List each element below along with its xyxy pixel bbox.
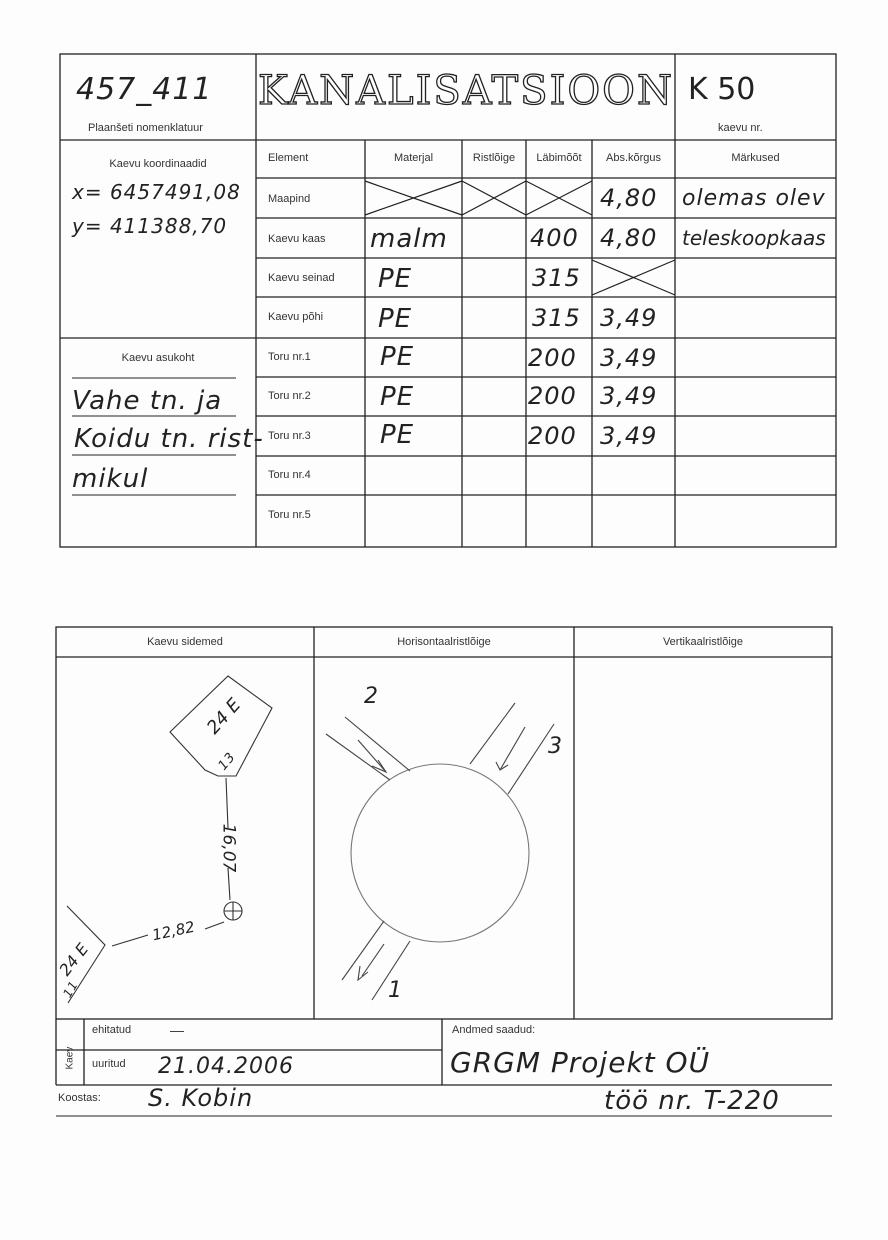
surveyed-label: uuritud [92,1058,126,1070]
row-note: olemas olev [682,186,826,211]
header-remarks: Märkused [731,152,780,164]
location-line-2: Koidu tn. rist- [74,424,264,454]
row-height: 3,49 [600,382,658,410]
row-material: PE [380,342,415,372]
section-ties-label: Kaevu sidemed [147,636,223,648]
row-material: PE [380,382,415,412]
row-height: 3,49 [600,422,658,450]
corner-label-bottom: 11 [60,978,82,1000]
row-height: 3,49 [600,304,658,332]
nomenclature-value: 457_411 [76,72,213,107]
row-element: Maapind [268,193,311,205]
coordinate-x: x= 6457491,08 [72,180,241,204]
corner-label-top: 13 [215,749,239,774]
row-height: 4,80 [600,224,658,252]
row-element: Toru nr.4 [268,469,311,481]
distance-horizontal: 12,82 [150,917,197,945]
header-material: Materjal [393,152,434,164]
header-cross-section: Ristlõige [472,152,516,164]
row-material: malm [370,224,448,254]
row-material: PE [378,264,413,294]
building-label-top: 24 E [202,694,246,739]
row-diameter: 400 [530,224,579,252]
row-height: 4,80 [600,184,658,212]
building-label-bottom: 24 E [55,939,93,980]
row-element: Toru nr.5 [268,509,311,521]
built-label: ehitatud [92,1024,132,1036]
data-received-label: Andmed saadud: [452,1024,536,1036]
row-element: Toru nr.1 [268,351,311,363]
ties-sketch [67,676,272,1003]
row-element: Toru nr.3 [268,430,311,442]
header-diameter: Läbimõõt [536,152,582,164]
header-abs-height: Abs.kõrgus [605,152,662,164]
side-label: Kaev [64,1046,76,1070]
location-label: Kaevu asukoht [121,352,195,364]
location-line-1: Vahe tn. ja [72,386,223,416]
row-element: Kaevu põhi [268,311,324,323]
row-material: PE [380,420,415,450]
section-horizontal-label: Horisontaalristlõige [397,636,491,648]
nomenclature-label: Plaanšeti nomenklatuur [88,122,203,134]
coordinate-y: y= 411388,70 [72,214,228,238]
data-received-value: GRGM Projekt OÜ [450,1046,711,1079]
pipe-label-3: 3 [548,734,563,759]
row-note: teleskoopkaas [682,226,826,250]
header-element: Element [268,152,309,164]
row-diameter: 200 [528,422,577,450]
row-element: Toru nr.2 [268,390,311,402]
coordinates-label: Kaevu koordinaadid [109,158,207,170]
row-height: 3,49 [600,344,658,372]
row-element: Kaevu kaas [268,233,326,245]
form-title: KANALISATSIOON [258,68,674,114]
pipe-label-1: 1 [388,978,403,1003]
compiled-value: S. Kobin [148,1084,254,1112]
row-diameter: 200 [528,344,577,372]
row-diameter: 315 [532,264,581,292]
row-element: Kaevu seinad [268,272,335,284]
row-material: PE [378,304,413,334]
row-diameter: 315 [532,304,581,332]
pipe-label-2: 2 [364,684,379,709]
built-value: — [170,1022,184,1038]
well-number-label: kaevu nr. [718,122,763,134]
row-diameter: 200 [528,382,577,410]
distance-vertical: 16,07 [218,823,239,873]
surveyed-value: 21.04.2006 [158,1054,294,1079]
section-vertical-label: Vertikaalristlõige [662,636,744,648]
compiled-label: Koostas: [58,1092,101,1104]
work-number: töö nr. T-220 [604,1086,780,1116]
horizontal-sketch [326,703,554,1000]
well-number-value: K 50 [688,72,756,107]
location-line-3: mikul [72,464,149,494]
